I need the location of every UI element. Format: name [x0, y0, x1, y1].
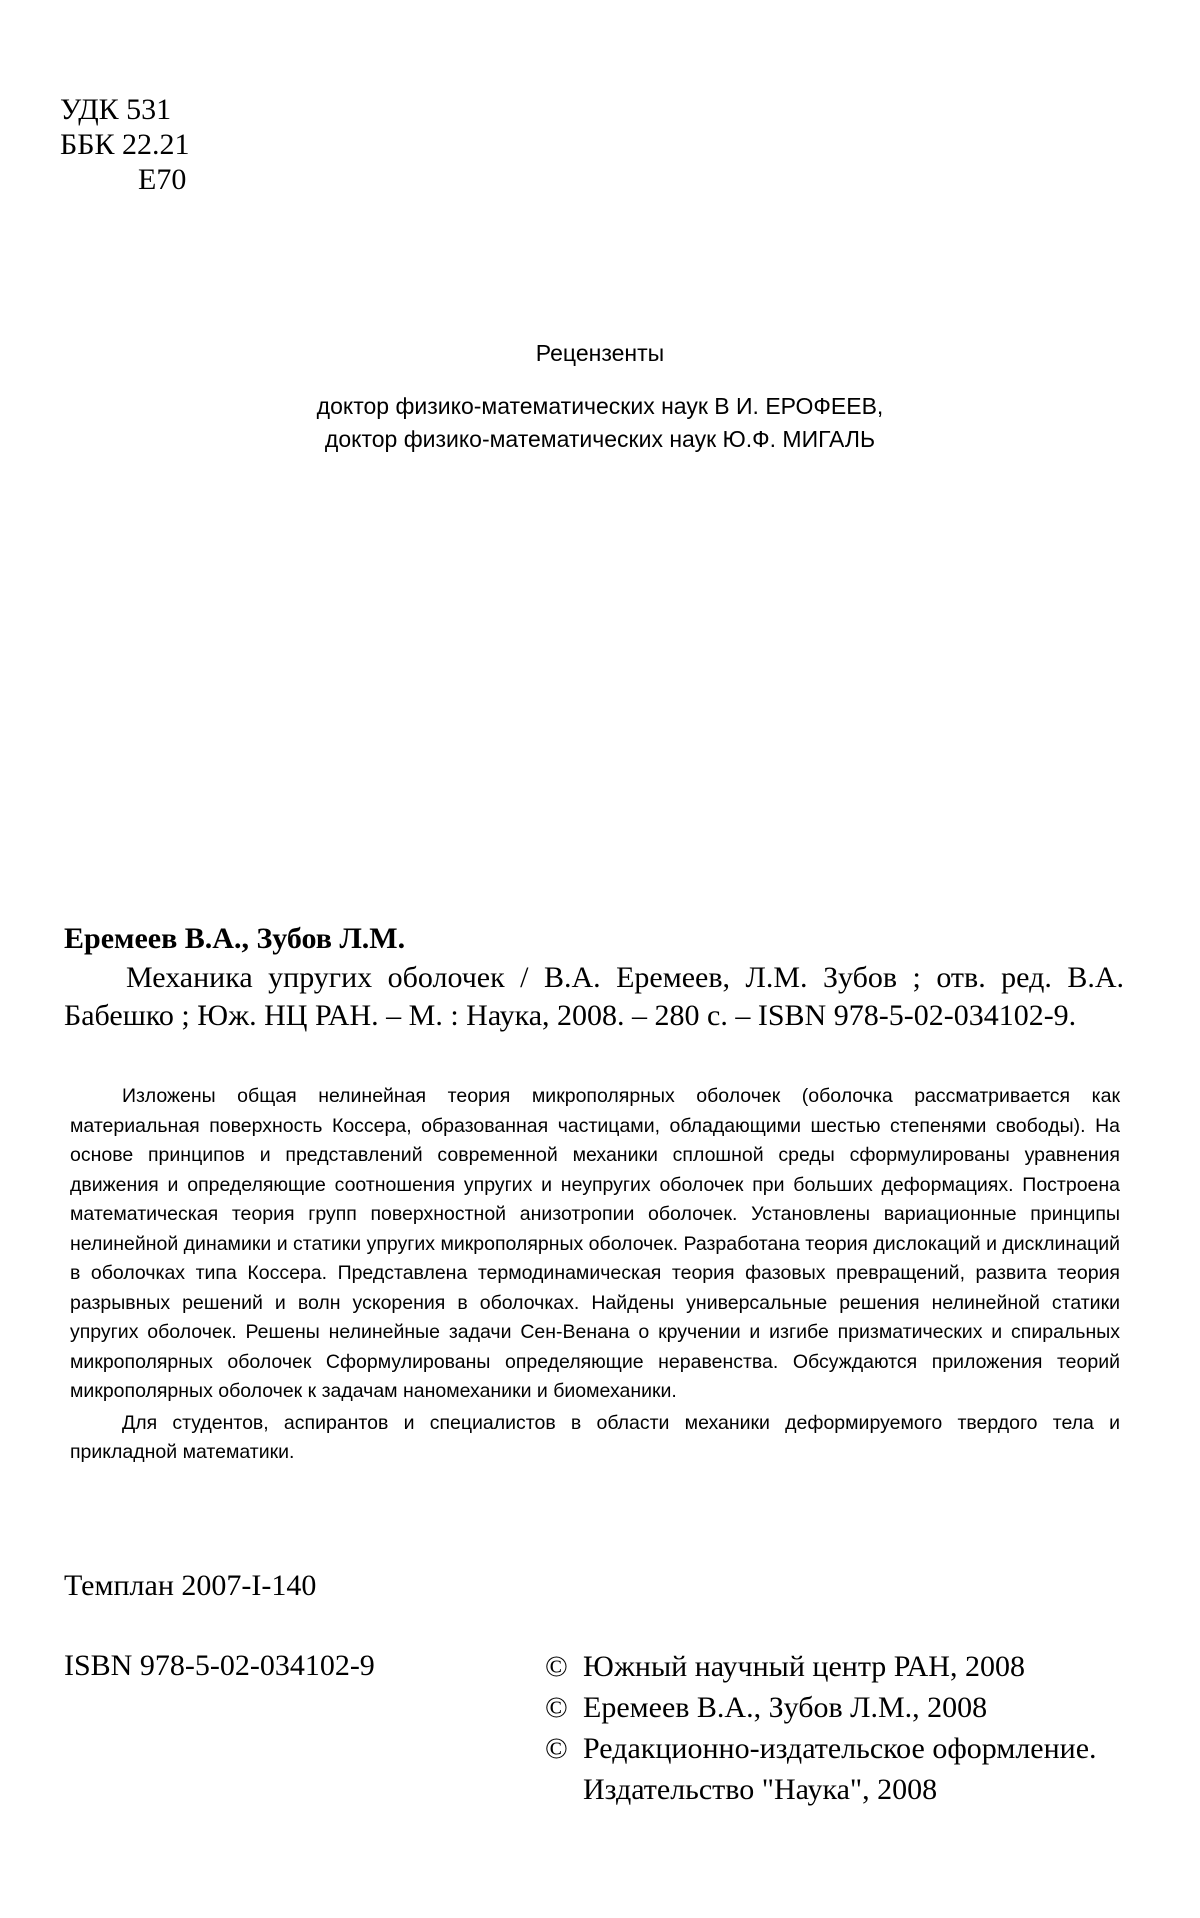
copyright-text: Редакционно-издательское оформление. Издательство "Наука", 2008 [583, 1732, 1097, 1806]
annotation-paragraph: Изложены общая нелинейная теория микрополярных оболочек (оболочка рассматривается как материальная поверхность Коссера, образованная частицами, обладающими шестью степенями свободы). На основе принципов и представлений современной механики сплошной среды сформулированы уравнения движения и определяющие соотношения упругих и неупругих оболочек при больших деформациях. Построена математическая теория групп поверхностной анизотропии оболочек. Установлены вариационные принципы нелинейной динамики и статики упругих микрополярных оболочек. Разработана теория дислокаций и дисклинаций в оболочках типа Коссера. Представлена термодинамическая теория фазовых превращений, развита теория разрывных решений и волн ускорения в оболочках. Найдены универсальные решения нелинейной статики упругих оболочек. Решены нелинейные задачи Сен-Венана о кручении и изгибе призматических и спиральных микрополярных оболочек Сформулированы определяющие неравенства. Обсуждаются приложения теорий микрополярных оболочек к задачам наномеханики и биомеханики. [70, 1085, 1120, 1402]
templan-number: Темплан 2007-I-140 [64, 1569, 317, 1602]
copyright-line [545, 1687, 1125, 1728]
bbk-code: ББК 22.21 [60, 128, 190, 161]
copyright-block [545, 1646, 1125, 1810]
classification-block [60, 92, 189, 197]
record-description: Механика упругих оболочек / В.А. Еремеев, Л.М. Зубов ; отв. ред. В.А. Бабешко ; Юж. НЦ РАН. – М. : Наука, 2008. – 280 с. – ISBN 978-5-02-034102-9. [64, 961, 1124, 1032]
udk-code: УДК 531 [60, 93, 172, 126]
reviewer-line: доктор физико-математических наук Ю.Ф. МИГАЛЬ [324, 426, 876, 452]
copyright-line [545, 1728, 1125, 1810]
reviewers-title: Рецензенты [535, 340, 665, 366]
copyright-icon: © [545, 1691, 568, 1724]
copyright-line [545, 1646, 1125, 1687]
copyright-text: Еремеев В.А., Зубов Л.М., 2008 [583, 1691, 988, 1724]
reviewer-line: доктор физико-математических наук В И. ЕРОФЕЕВ, [316, 393, 884, 419]
bibliographic-record [64, 920, 1124, 1035]
copyright-icon: © [545, 1732, 568, 1765]
copyright-icon: © [545, 1650, 568, 1683]
annotation [70, 1082, 1120, 1468]
isbn-number: ISBN 978-5-02-034102-9 [64, 1649, 375, 1682]
record-authors: Еремеев В.А., Зубов Л.М. [64, 922, 406, 955]
copyright-text: Южный научный центр РАН, 2008 [583, 1650, 1025, 1683]
reviewers-block [0, 337, 1200, 456]
author-mark: Е70 [138, 163, 187, 196]
annotation-audience: Для студентов, аспирантов и специалистов в области механики деформируемого твердого тела и прикладной математики. [70, 1411, 1120, 1463]
